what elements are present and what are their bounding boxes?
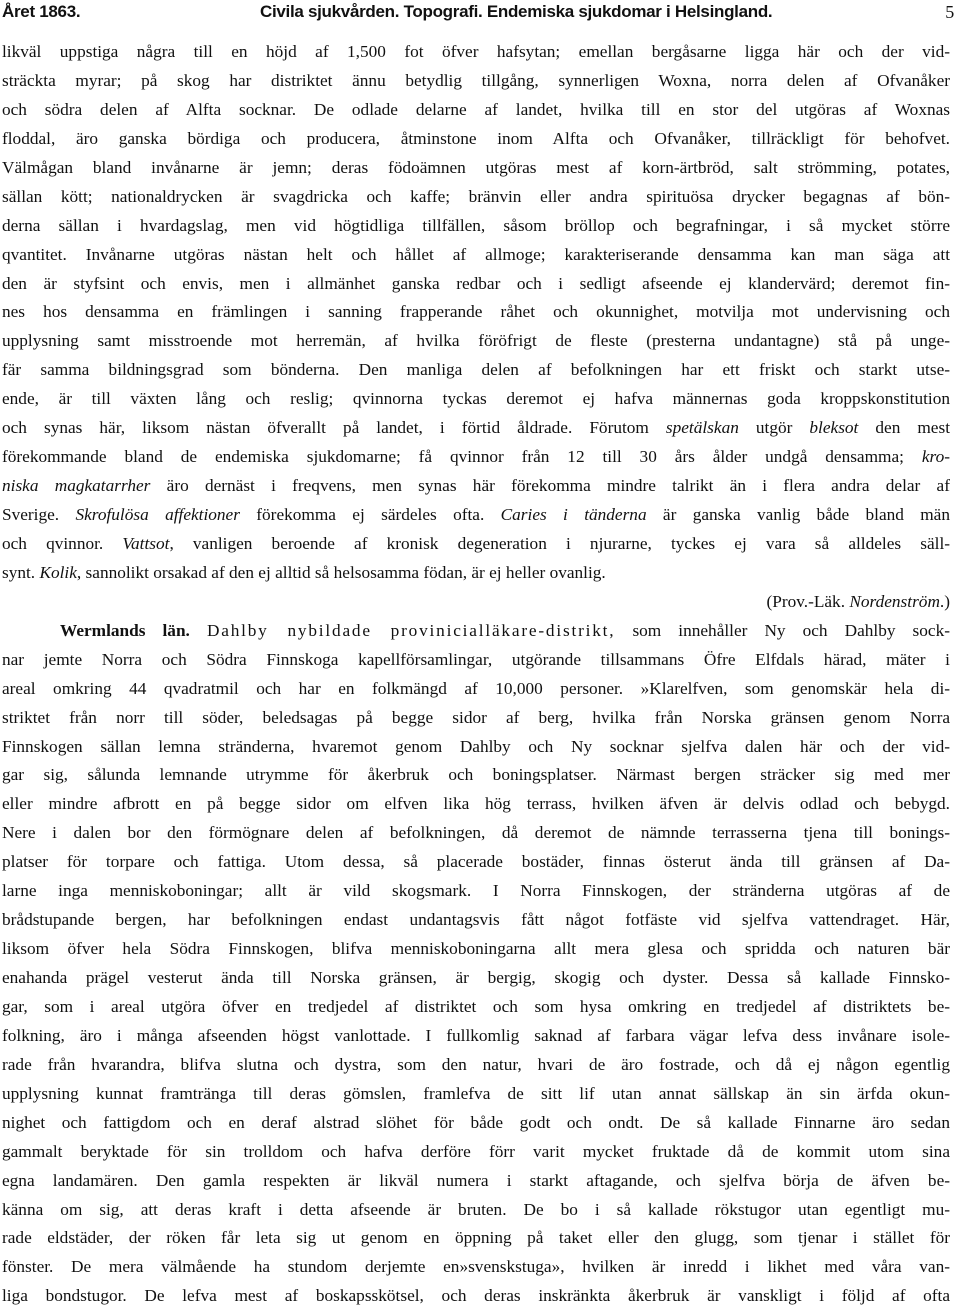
text-line [2, 1167, 950, 1196]
italic-term: Vattsot [122, 533, 170, 553]
text-line [2, 530, 950, 559]
text-run: folkning, äro i många afseenden högst vanlottade. I fullkomlig saknad af farbara vägar lefva dess invånare isole- [2, 1025, 950, 1045]
text-run: floddal, äro ganska bördiga och producera, åtminstone inom Alfta och Ofvanåker, tillräckligt för behofvet. [2, 128, 950, 148]
text-line [2, 588, 950, 617]
text-line [2, 733, 950, 762]
text-line [2, 154, 950, 183]
running-head-title: Civila sjukvården. Topografi. Endemiska sjukdomar i Helsingland. [260, 2, 773, 21]
text-line [2, 270, 950, 299]
italic-term: niska magkatarrher [2, 476, 151, 496]
text-run: ende, är till växten lång och reslig; qvinnorna tyckas deremot ej hafva männernas goda kroppskonstitution [2, 389, 950, 409]
text-line [2, 935, 950, 964]
text-line [2, 877, 950, 906]
text-line [2, 675, 950, 704]
text-run: liga bondstugor. De lefva mest af boskapsskötsel, och deras inskränkta åkerbruk är vanskligt i följd af ofta [2, 1286, 950, 1306]
text-line [2, 993, 950, 1022]
text-run: Nere i dalen bor den förmögnare delen af befolkningen, då deremot de nämnde terrasserna tjena till bonings- [2, 823, 950, 843]
text-line [2, 761, 950, 790]
italic-term: Nordenström [849, 591, 940, 611]
text-run: , vanligen beroende af kronisk degeneration i njurarne, tyckes ej vara så alldeles säll- [169, 533, 950, 553]
text-line [2, 1253, 950, 1282]
text-run: rade från hvarandra, blifva slutna och dystra, som den natur, hvari de äro fostrade, och då ej någon egentlig [2, 1054, 950, 1074]
text-line [2, 385, 950, 414]
text-line [2, 906, 950, 935]
text-line [2, 356, 950, 385]
text-run: sällan kött; nationaldrycken är svagdricka och kaffe; bränvin eller andra spirituösa drycker begagnas af bön- [2, 186, 950, 206]
text-line [2, 443, 950, 472]
text-run: gar sig, sålunda lemnande utrymme för åkerbruk och boningsplatser. Närmast bergen sträcker sig med mer [2, 765, 950, 785]
text-run: nighet och fattigdom och en deraf alstrad slöhet för både godt och ondt. De så kallade Finnarne äro sedan [2, 1112, 950, 1132]
text-line [2, 617, 950, 646]
text-run [190, 621, 207, 640]
italic-term: spetälskan [665, 418, 739, 438]
text-run: och södra delen af Alfta socknar. De odlade delarne af landet, hvilka till en stor del utgöras af Woxnas [2, 99, 950, 119]
text-line [2, 38, 950, 67]
text-line [2, 848, 950, 877]
text-run: som innehåller Ny och Dahlby sock- [615, 620, 950, 640]
italic-term: bleksot [809, 418, 859, 438]
text-run: likväl uppstiga några till en höjd af 1,500 fot öfver hafsytan; emellan bergåsarne ligga här och der vid- [2, 42, 950, 61]
text-line [2, 183, 950, 212]
text-line [2, 125, 950, 154]
text-run: liksom öfver hela Södra Finnskogen, blifva menniskoboningarna allt mera glesa och spridda och naturen bär [2, 939, 950, 959]
text-line [2, 790, 950, 819]
text-line [2, 67, 950, 96]
text-run: , sannolikt orsakad af den ej alltid så helsosamma födan, är ej heller ovanlig. [76, 562, 606, 582]
text-line [2, 1282, 950, 1311]
text-run: eller mindre afbrott en på begge sidor om elfven lika hög terrass, hvilken äfven är delvis odlad och bebygd. [2, 794, 950, 814]
text-run: striktet från norr till söder, beledsagas på begge sidor af berg, hvilka från Norska gränsen genom Norra [2, 707, 950, 727]
text-line [2, 212, 950, 241]
italic-term: Skrofulösa affektioner [75, 505, 240, 524]
text-run: känna om sig, att deras kraft i detta afseende är bruten. De bo i så kallade rökstugor utan egentligt mu- [2, 1199, 950, 1219]
text-line [2, 327, 950, 356]
running-head-year: Året 1863. [2, 2, 81, 21]
text-run: upplysning kunnat framtränga till deras gömslen, framlefva de sitt lif utan annat sällskap än sin ärfda okun- [2, 1083, 950, 1103]
text-run: Dahlby nybildade provinicialläkare-distrikt, [206, 620, 616, 640]
text-run: fönster. De mera välmående ha stundom derjemte en»svenskstuga», hvilken är inredd i likhet med våra van- [2, 1257, 950, 1277]
section-heading: Wermlands län. [60, 620, 190, 640]
text-line [2, 241, 950, 270]
text-run: .) [939, 591, 950, 611]
text-run: den mest [858, 418, 950, 438]
text-line [2, 414, 950, 443]
text-line [2, 559, 950, 588]
text-run: Finnskogen sällan lemna stränderna, hvaremot genom Dahlby och Ny socknar sjelfva dalen här och der vid- [2, 736, 950, 756]
text-run: platser för torpare och fattiga. Utom dessa, så placerade bostäder, finnas österut ända till gränsen af Da- [2, 852, 950, 872]
italic-term: Caries i tänderna [500, 505, 647, 524]
text-line [2, 1196, 950, 1225]
text-run: brådstupande bergen, har befolkningen endast undantagsvis fått något fotfäste vid sjelfva vattendraget. Här, [2, 910, 950, 930]
text-run: upplysning samt misstroende mot herremän, af hvilka föröfrigt de fleste (presterna undantagne) stå på unge- [2, 331, 950, 351]
text-line [2, 1109, 950, 1138]
text-line [2, 1051, 950, 1080]
text-run: rade eldstäder, der röken får leta sig ut genom en öppning på taket eller den glugg, som tjenar i stället för [2, 1228, 950, 1248]
text-line [2, 1080, 950, 1109]
text-run: utgör [738, 418, 810, 438]
text-run: den är styfsint och envis, men i allmänhet ganska redbar och i sedligt afseende ej klandervärd; deremot fin- [2, 273, 950, 293]
text-run: qvantitet. Invånarne utgöras nästan helt och hållet af allmoge; karakteriserande densamma kan man säga att [2, 244, 950, 264]
italic-term: Kolik [39, 562, 77, 582]
text-line [2, 704, 950, 733]
text-run: är ganska vanlig både bland män [646, 505, 950, 524]
text-run: nar jemte Norra och Södra Finnskoga kapellförsamlingar, utgörande tillsammans Öfre Elfdals härad, mäter i [2, 649, 950, 669]
text-run: förekommande bland de endemiska sjukdomarne; få qvinnor från 12 till 30 års ålder undgå densamma; [2, 447, 922, 467]
text-line [2, 1138, 950, 1167]
running-head [2, 0, 954, 24]
text-line [2, 1022, 950, 1051]
text-run: förekomma ej särdeles ofta. [239, 505, 501, 524]
text-run: gammalt beryktade för sin trolldom och hafva derföre förr varit mycket fruktade då de kommit utom sina [2, 1141, 950, 1161]
text-run: derna sällan i hvardagslag, men vid högtidliga tillfällen, såsom bröllop och begrafningar, i så mycket större [2, 215, 950, 235]
text-run: och synas här, liksom nästan öfverallt på landet, i förtid åldrade. Förutom [2, 418, 666, 438]
text-run: enahanda prägel vesterut ända till Norska gränsen, är bergig, skogig och dyster. Dessa så kallade Finnsko- [2, 968, 950, 987]
text-run: nes hos densamma en främlingen i sanning frapperande råhet och okunnighet, motvilja mot undervisning och [2, 302, 950, 322]
text-run: sträckta myrar; på skog har distriktet ännu betydlig tillgång, synnerligen Woxna, norra delen af Ofvanåker [2, 70, 950, 90]
text-line [2, 964, 950, 993]
text-line [2, 472, 950, 501]
text-run: och qvinnor. [2, 533, 123, 553]
text-line [2, 298, 950, 327]
text-line [2, 819, 950, 848]
text-run: (Prov.-Läk. [766, 591, 850, 611]
page-number: 5 [945, 2, 954, 22]
text-run: egna landamären. Den gamla respekten är likväl numera i starkt aftagande, och sjelfva börja de äfven be- [2, 1170, 950, 1190]
italic-term: kro- [921, 447, 950, 467]
text-line [2, 501, 950, 530]
text-line [2, 1224, 950, 1253]
text-run: Välmågan bland invånarne är jemn; deras födoämnen utgöras mest af korn-ärtbröd, salt strömming, potates, [2, 157, 950, 177]
text-run: areal omkring 44 qvadratmil och har en folkmängd af 10,000 personer. »Klarelfven, som genomskär hela di- [2, 678, 950, 698]
text-line [2, 646, 950, 675]
text-run: gar, som i areal utgöra öfver en tredjedel af distriktet och som hysa omkring en tredjedel af distriktets be- [2, 996, 950, 1016]
text-run: larne inga menniskoboningar; allt är vild skogsmark. I Norra Finnskogen, der stränderna utgöras af de [2, 881, 950, 901]
text-run: äro dernäst i freqvens, men synas här förekomma mindre talrikt än i flera andra delar af [150, 476, 950, 496]
text-run: synt. [2, 562, 40, 582]
body-text [2, 38, 950, 1311]
text-run: fär samma bildningsgrad som bönderna. Den manliga delen af befolkningen har ett friskt och starkt utse- [2, 360, 950, 380]
text-run: Sverige. [2, 505, 76, 524]
text-line [2, 96, 950, 125]
